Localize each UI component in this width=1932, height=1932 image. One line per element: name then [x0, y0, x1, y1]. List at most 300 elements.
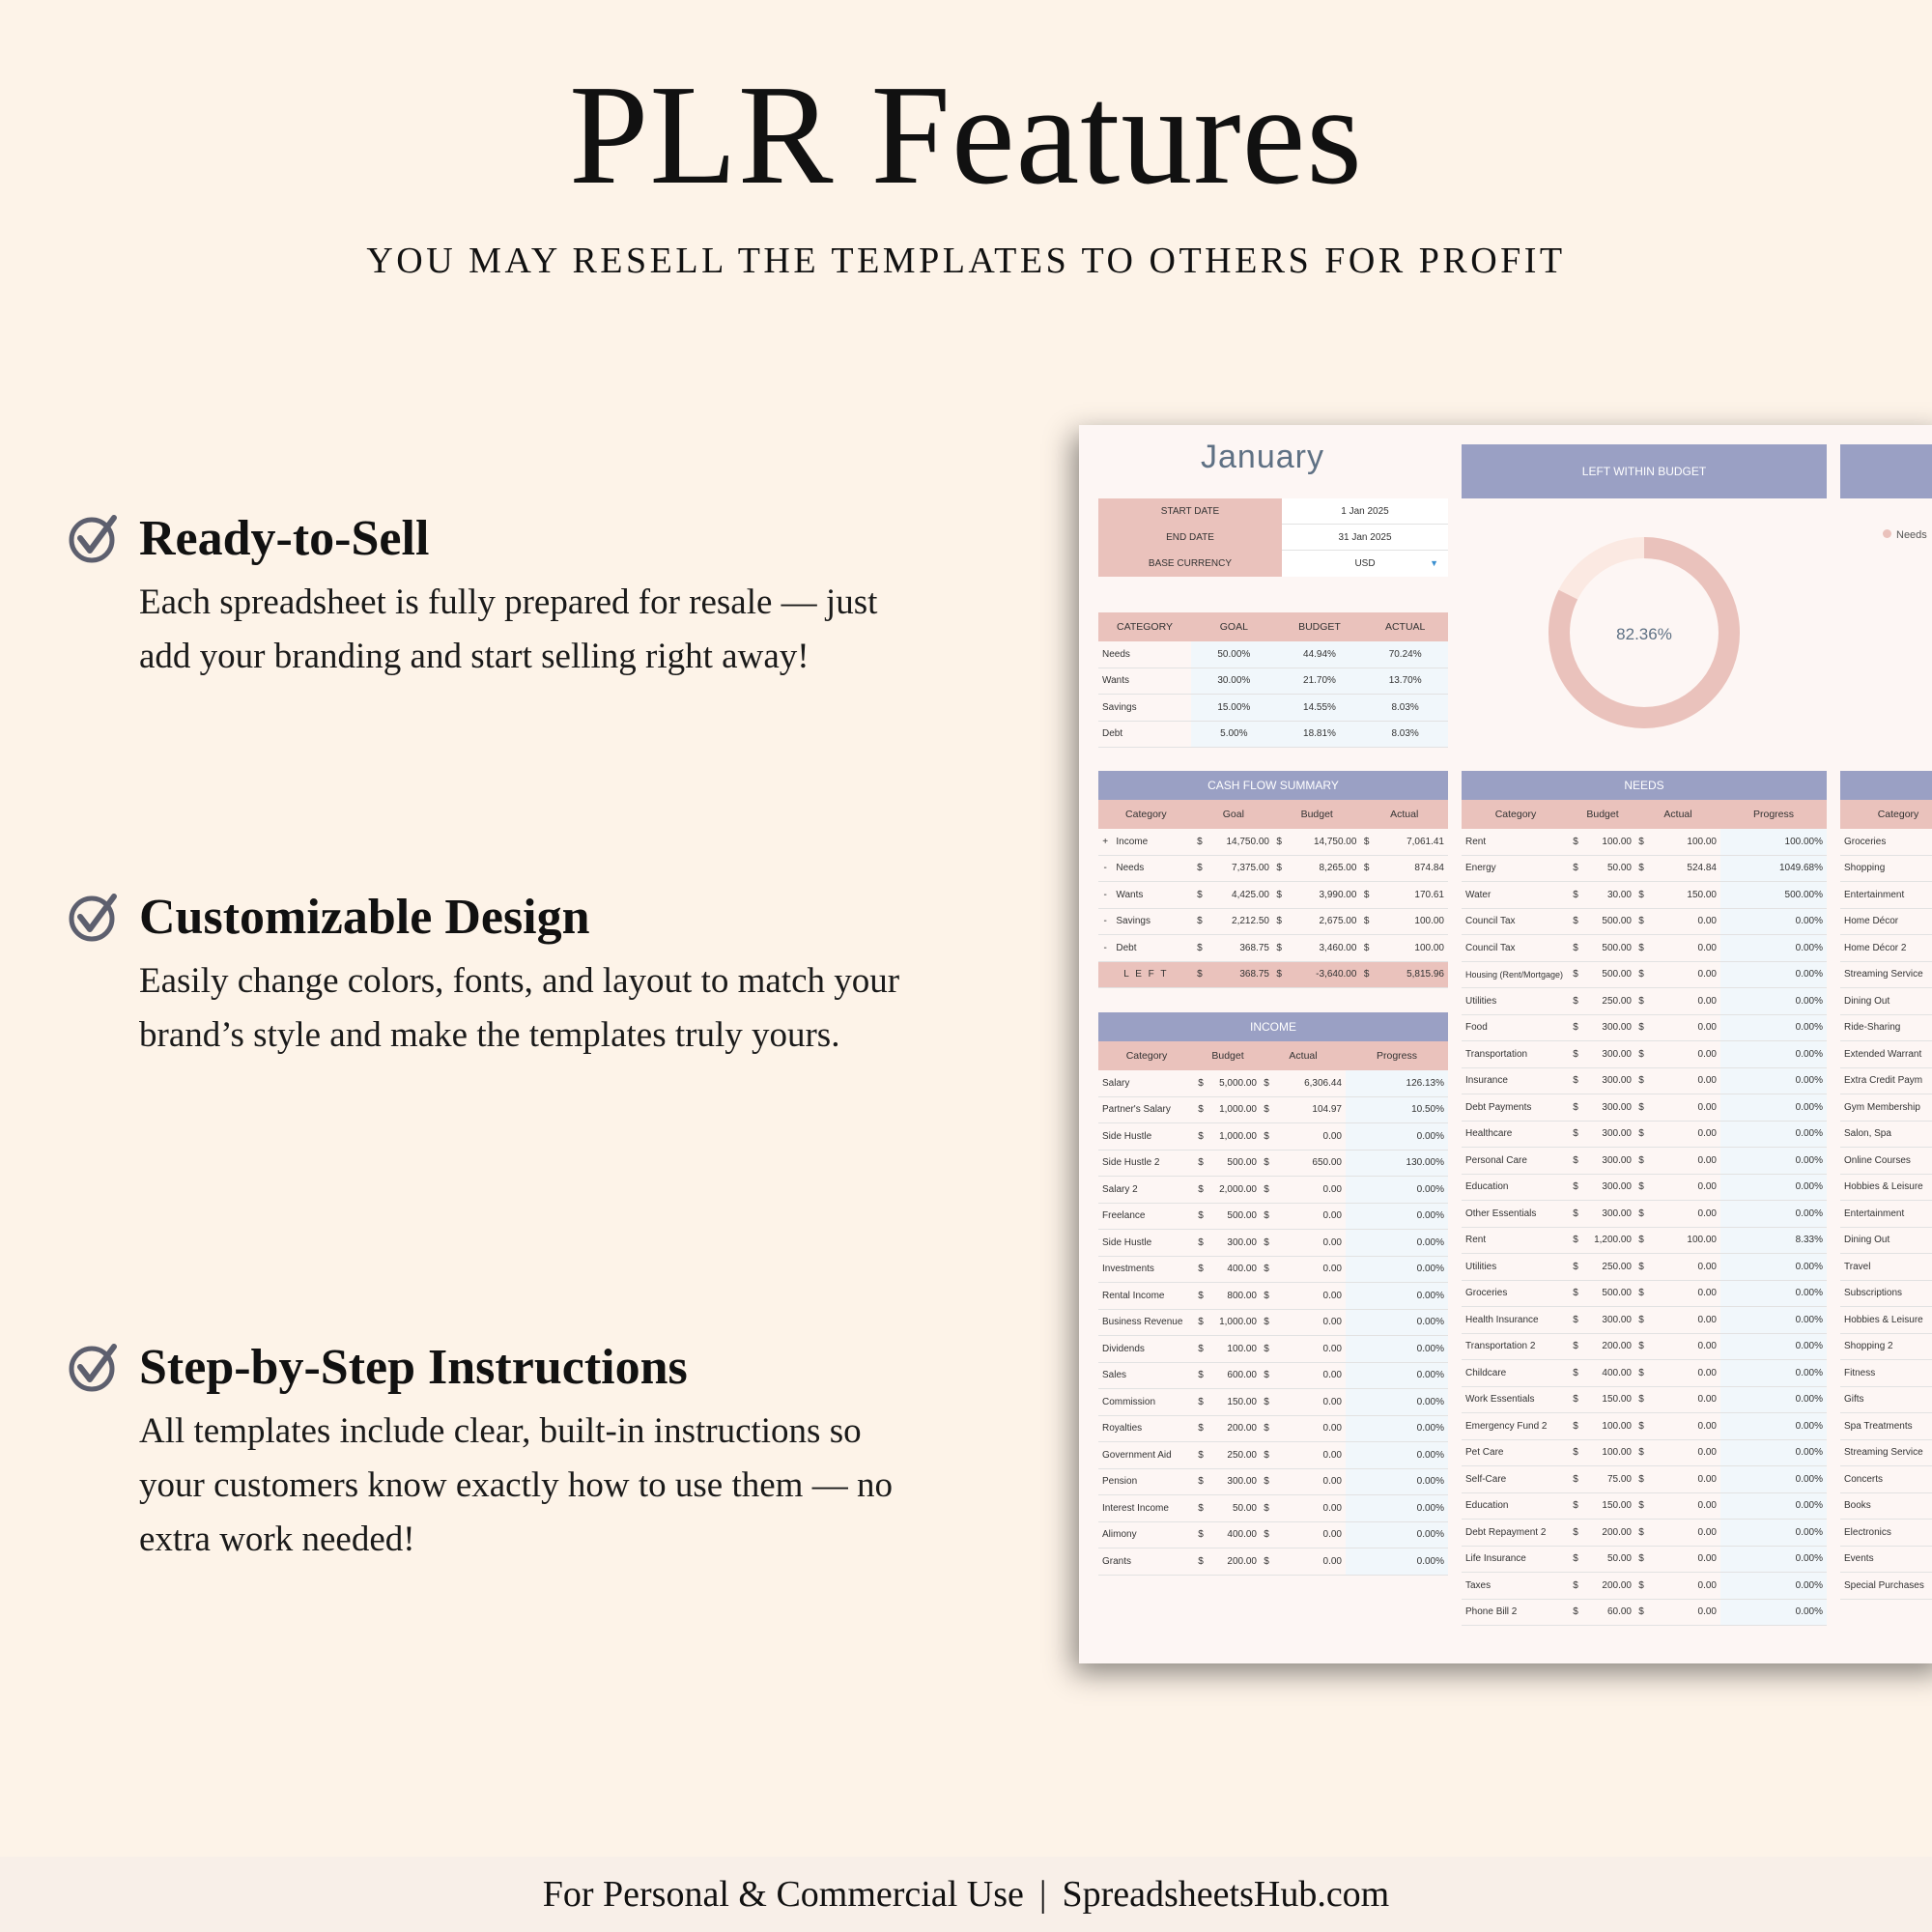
progress-cell: 0.00% [1720, 961, 1827, 988]
footer [0, 1857, 1932, 1932]
category-cell: Rent [1462, 1227, 1570, 1254]
percent-cell: 50.00% [1191, 641, 1277, 668]
footer-website: SpreadsheetsHub.com [1062, 1874, 1390, 1915]
currency-cell: $ [1261, 1389, 1272, 1416]
wants-row [1840, 1492, 1932, 1520]
currency-cell: $ [1195, 1177, 1207, 1204]
currency-cell: $ [1570, 961, 1581, 988]
currency-cell: $ [1570, 829, 1581, 855]
category-cell: Housing (Rent/Mortgage) [1462, 961, 1570, 988]
category-cell: Debt Repayment 2 [1462, 1520, 1570, 1547]
currency-cell: $ [1570, 1014, 1581, 1041]
actual-cell: 0.00 [1647, 1254, 1720, 1281]
currency-cell: $ [1194, 961, 1206, 988]
needs-row [1462, 1041, 1827, 1068]
currency-cell: $ [1570, 1492, 1581, 1520]
feature-step-by-step [68, 1339, 918, 1567]
progress-cell: 0.00% [1720, 1333, 1827, 1360]
month-title: January [1201, 439, 1324, 475]
currency-cell: $ [1570, 1201, 1581, 1228]
currency-cell: $ [1195, 1123, 1207, 1151]
category-cell: Pet Care [1462, 1439, 1570, 1466]
budget-cell: 600.00 [1207, 1362, 1261, 1389]
currency-cell: $ [1273, 908, 1285, 935]
cashflow-row [1098, 908, 1448, 935]
left-label-cell: L E F T [1098, 961, 1194, 988]
actual-cell: 0.00 [1647, 1174, 1720, 1201]
currency-cell: $ [1635, 1492, 1647, 1520]
category-cell: Transportation 2 [1462, 1333, 1570, 1360]
progress-cell: 0.00% [1346, 1521, 1448, 1548]
category-cell: Life Insurance [1462, 1546, 1570, 1573]
budget-cell: 300.00 [1581, 1148, 1635, 1175]
currency-cell: $ [1195, 1336, 1207, 1363]
currency-cell: $ [1570, 1307, 1581, 1334]
currency-cell: $ [1635, 1174, 1647, 1201]
currency-cell: $ [1570, 1067, 1581, 1094]
budget-cell: 250.00 [1207, 1442, 1261, 1469]
progress-cell: 0.00% [1346, 1283, 1448, 1310]
currency-cell: $ [1635, 1466, 1647, 1493]
actual-cell: 0.00 [1647, 1307, 1720, 1334]
income-header: INCOME [1098, 1012, 1448, 1041]
category-cell: Emergency Fund 2 [1462, 1413, 1570, 1440]
budget-cell: 200.00 [1581, 1520, 1635, 1547]
budget-cell: 500.00 [1207, 1203, 1261, 1230]
actual-cell: 0.00 [1272, 1230, 1346, 1257]
income-row [1098, 1362, 1448, 1389]
actual-cell: 150.00 [1647, 882, 1720, 909]
currency-cell: $ [1635, 1360, 1647, 1387]
budget-cell: 75.00 [1581, 1466, 1635, 1493]
actual-cell: 0.00 [1272, 1548, 1346, 1576]
currency-cell: $ [1570, 1227, 1581, 1254]
progress-cell: 0.00% [1720, 1307, 1827, 1334]
category-cell: Debt [1098, 721, 1191, 748]
currency-cell: $ [1273, 935, 1285, 962]
percent-cell: 8.03% [1362, 721, 1448, 748]
currency-cell: $ [1195, 1521, 1207, 1548]
needs-row [1462, 1492, 1827, 1520]
actual-cell: 0.00 [1647, 1520, 1720, 1547]
feature-description: Each spreadsheet is fully prepared for resale — just add your branding and start selling right away! [139, 582, 878, 676]
budget-cell: 5,000.00 [1207, 1070, 1261, 1096]
actual-cell: 0.00 [1647, 1333, 1720, 1360]
category-cell: Wants [1112, 882, 1193, 909]
actual-cell: 0.00 [1647, 935, 1720, 962]
actual-cell: 0.00 [1647, 1546, 1720, 1573]
category-cell: Gym Membership [1840, 1094, 1932, 1122]
income-table: Category Budget Actual Progress Salary $ 5,000.00 $ 6,306.44 126.13% Partner's Salary $ 1,000.00 $ 104.97 10.50% Side Hustle $ 1,000.00 $ 0.00 0.00% Side Hustle 2 $ 500.00 $ 650.00 130.00% Salary 2 $ 2,000.00 $ 0.00 0.00% Freelance $ 500.00 $ 0.00 0.00% Side Hustle $ 300.00 $ 0.00 0.00% Investments $ 400.00 $ 0.00 0.00% Rental Income $ 800.00 $ 0.00 0.00% Business Revenue $ 1,000.00 $ 0.00 0.00% Dividends $ 100.00 $ 0.00 0.00% Sales $ 600.00 $ 0.00 0.00% Commission $ 150.00 $ 0.00 0.00% Royalties $ 200.00 $ 0.00 0.00% Government Aid $ 250.00 $ 0.00 0.00% Pension $ 300.00 $ 0.00 0.00% Interest Income $ 50.00 $ 0.00 0.00% Alimony $ 400.00 $ 0.00 0.00% Grants $ 200.00 $ 0.00 0.00% [1098, 1041, 1448, 1576]
category-cell: Education [1462, 1492, 1570, 1520]
income-row [1098, 1521, 1448, 1548]
budget-cell: 200.00 [1581, 1573, 1635, 1600]
wants-row [1840, 1307, 1932, 1334]
donut-value: 82.36% [1616, 625, 1672, 643]
needs-row [1462, 1520, 1827, 1547]
percent-cell: 70.24% [1362, 641, 1448, 668]
progress-cell: 0.00% [1720, 935, 1827, 962]
category-cell: Dining Out [1840, 1227, 1932, 1254]
progress-cell: 0.00% [1346, 1203, 1448, 1230]
income-row [1098, 1123, 1448, 1151]
budget-cell: 1,000.00 [1207, 1309, 1261, 1336]
actual-cell: 0.00 [1647, 1067, 1720, 1094]
actual-cell: 0.00 [1272, 1283, 1346, 1310]
category-cell: Needs [1112, 855, 1193, 882]
category-cell: Interest Income [1098, 1495, 1195, 1522]
category-cell: Shopping [1840, 855, 1932, 882]
currency-cell: $ [1570, 935, 1581, 962]
amount-cell: 2,212.50 [1206, 908, 1273, 935]
needs-row [1462, 1307, 1827, 1334]
wants-row [1840, 908, 1932, 935]
actual-cell: 0.00 [1647, 1492, 1720, 1520]
category-cell: Groceries [1840, 829, 1932, 855]
currency-cell: $ [1195, 1256, 1207, 1283]
legend-needs: Needs [1883, 529, 1927, 541]
income-row [1098, 1415, 1448, 1442]
currency-cell: $ [1570, 1148, 1581, 1175]
category-cell: Extra Credit Paym [1840, 1067, 1932, 1094]
actual-cell: 0.00 [1647, 1148, 1720, 1175]
wants-row [1840, 1254, 1932, 1281]
progress-cell: 0.00% [1720, 1386, 1827, 1413]
currency-cell: $ [1635, 908, 1647, 935]
start-date-label: START DATE [1098, 498, 1282, 525]
wants-row [1840, 988, 1932, 1015]
currency-cell: $ [1195, 1548, 1207, 1576]
budget-cell: 100.00 [1581, 829, 1635, 855]
amount-cell: 14,750.00 [1285, 829, 1360, 855]
currency-cell: $ [1570, 1094, 1581, 1122]
feature-description: All templates include clear, built-in instructions so your customers know exactly how to use them — no extra work needed! [139, 1411, 893, 1559]
progress-cell: 0.00% [1346, 1442, 1448, 1469]
category-cell: Events [1840, 1546, 1932, 1573]
base-currency-select[interactable]: USD ▼ [1282, 551, 1448, 577]
needs-row [1462, 855, 1827, 882]
summary-table: CATEGORY GOAL BUDGET ACTUAL Needs 50.00% 44.94% 70.24% Wants 30.00% 21.70% 13.70% Savings 15.00% 14.55% 8.03% Debt 5.00% 18.81% 8.03% [1098, 612, 1448, 748]
category-cell: Personal Care [1462, 1148, 1570, 1175]
amount-cell: 2,675.00 [1285, 908, 1360, 935]
actual-cell: 0.00 [1272, 1495, 1346, 1522]
wants-row [1840, 1546, 1932, 1573]
currency-cell: $ [1195, 1309, 1207, 1336]
amount-cell: 368.75 [1206, 961, 1273, 988]
category-cell: Partner's Salary [1098, 1096, 1195, 1123]
currency-cell: $ [1195, 1442, 1207, 1469]
sign-cell: - [1098, 935, 1112, 962]
currency-cell: $ [1635, 988, 1647, 1015]
cashflow-left-row [1098, 961, 1448, 988]
currency-cell: $ [1195, 1150, 1207, 1177]
category-cell: Electronics [1840, 1520, 1932, 1547]
wants-row [1840, 1280, 1932, 1307]
budget-cell: 500.00 [1581, 908, 1635, 935]
income-row [1098, 1389, 1448, 1416]
progress-cell: 0.00% [1720, 1014, 1827, 1041]
category-cell: Salary 2 [1098, 1177, 1195, 1204]
currency-cell: $ [1360, 935, 1372, 962]
needs-row [1462, 1413, 1827, 1440]
category-cell: Taxes [1462, 1573, 1570, 1600]
wants-row [1840, 1439, 1932, 1466]
currency-cell: $ [1261, 1177, 1272, 1204]
currency-cell: $ [1635, 1413, 1647, 1440]
actual-cell: 0.00 [1272, 1336, 1346, 1363]
start-date-value[interactable]: 1 Jan 2025 [1282, 498, 1448, 525]
currency-cell: $ [1195, 1283, 1207, 1310]
category-cell: Rental Income [1098, 1283, 1195, 1310]
currency-cell: $ [1635, 1201, 1647, 1228]
category-cell: Spa Treatments [1840, 1413, 1932, 1440]
actual-cell: 0.00 [1272, 1309, 1346, 1336]
currency-cell: $ [1261, 1203, 1272, 1230]
currency-cell: $ [1635, 935, 1647, 962]
budget-cell: 150.00 [1581, 1386, 1635, 1413]
percent-cell: 30.00% [1191, 668, 1277, 695]
progress-cell: 500.00% [1720, 882, 1827, 909]
category-cell: Entertainment [1840, 882, 1932, 909]
needs-row [1462, 961, 1827, 988]
progress-cell: 0.00% [1720, 1573, 1827, 1600]
income-row [1098, 1336, 1448, 1363]
progress-cell: 0.00% [1720, 988, 1827, 1015]
actual-cell: 0.00 [1647, 1014, 1720, 1041]
currency-cell: $ [1635, 1254, 1647, 1281]
footer-license: For Personal & Commercial Use [542, 1874, 1024, 1915]
currency-cell: $ [1635, 882, 1647, 909]
progress-cell: 0.00% [1346, 1415, 1448, 1442]
currency-cell: $ [1194, 855, 1206, 882]
category-cell: Online Courses [1840, 1148, 1932, 1175]
budget-cell: 150.00 [1581, 1492, 1635, 1520]
currency-cell: $ [1635, 1599, 1647, 1626]
progress-cell: 0.00% [1720, 1148, 1827, 1175]
needs-row [1462, 1227, 1827, 1254]
category-cell: Streaming Service [1840, 961, 1932, 988]
category-cell: Gifts [1840, 1386, 1932, 1413]
progress-cell: 0.00% [1720, 1174, 1827, 1201]
budget-cell: 400.00 [1207, 1256, 1261, 1283]
budget-cell: 500.00 [1581, 935, 1635, 962]
category-cell: Needs [1098, 641, 1191, 668]
category-cell: Utilities [1462, 1254, 1570, 1281]
actual-cell: 524.84 [1647, 855, 1720, 882]
wants-row [1840, 1201, 1932, 1228]
category-cell: Special Purchases [1840, 1573, 1932, 1600]
currency-cell: $ [1635, 829, 1647, 855]
category-cell: Food [1462, 1014, 1570, 1041]
needs-row [1462, 1280, 1827, 1307]
category-cell: Side Hustle [1098, 1123, 1195, 1151]
actual-cell: 0.00 [1272, 1362, 1346, 1389]
currency-cell: $ [1635, 1014, 1647, 1041]
budget-cell: 300.00 [1581, 1041, 1635, 1068]
currency-cell: $ [1635, 1121, 1647, 1148]
currency-cell: $ [1570, 988, 1581, 1015]
currency-cell: $ [1195, 1362, 1207, 1389]
category-cell: Transportation [1462, 1041, 1570, 1068]
category-cell: Education [1462, 1174, 1570, 1201]
category-cell: Groceries [1462, 1280, 1570, 1307]
currency-cell: $ [1635, 1280, 1647, 1307]
category-cell: Other Essentials [1462, 1201, 1570, 1228]
summary-row [1098, 721, 1448, 748]
currency-cell: $ [1195, 1468, 1207, 1495]
end-date-value[interactable]: 31 Jan 2025 [1282, 525, 1448, 551]
budget-cell: 300.00 [1581, 1094, 1635, 1122]
category-cell: Hobbies & Leisure [1840, 1174, 1932, 1201]
currency-cell: $ [1635, 1439, 1647, 1466]
currency-cell: $ [1261, 1096, 1272, 1123]
amount-cell: -3,640.00 [1285, 961, 1360, 988]
spreadsheet-preview [1079, 425, 1932, 1663]
category-cell: Ride-Sharing [1840, 1014, 1932, 1041]
budget-cell: 150.00 [1207, 1389, 1261, 1416]
income-row [1098, 1468, 1448, 1495]
wants-row [1840, 1014, 1932, 1041]
budget-cell: 200.00 [1207, 1415, 1261, 1442]
category-cell: Hobbies & Leisure [1840, 1307, 1932, 1334]
wants-row [1840, 1573, 1932, 1600]
income-row [1098, 1203, 1448, 1230]
budget-cell: 250.00 [1581, 988, 1635, 1015]
budget-cell: 2,000.00 [1207, 1177, 1261, 1204]
progress-cell: 0.00% [1346, 1177, 1448, 1204]
needs-table: Category Budget Actual Progress Rent $ 100.00 $ 100.00 100.00% Energy $ 50.00 $ 524.84 1049.68% Water $ 30.00 $ 150.00 500.00% Council Tax $ 500.00 $ 0.00 0.00% Council Tax $ 500.00 $ 0.00 0.00% Housing (Rent/Mortgage) $ 500.00 $ 0.00 0.00% Utilities $ 250.00 $ 0.00 0.00% Food $ 300.00 $ 0.00 0.00% Transportation $ 300.00 $ 0.00 0.00% Insurance $ 300.00 $ 0.00 0.00% Debt Payments $ 300.00 $ 0.00 0.00% Healthcare $ 300.00 $ 0.00 0.00% Personal Care $ 300.00 $ 0.00 0.00% Education $ 300.00 $ 0.00 0.00% Other Essentials $ 300.00 $ 0.00 0.00% Rent $ 1,200.00 $ 100.00 8.33% Utilities $ 250.00 $ 0.00 0.00% Groceries $ 500.00 $ 0.00 0.00% Health Insurance $ 300.00 $ 0.00 0.00% Transportation 2 $ 200.00 $ 0.00 0.00% Childcare $ 400.00 $ 0.00 0.00% Work Essentials $ 150.00 $ 0.00 0.00% Emergency Fund 2 $ 100.00 $ 0.00 0.00% Pet Care $ 100.00 $ 0.00 0.00% Self-Care $ 75.00 $ 0.00 0.00% Education $ 150.00 $ 0.00 0.00% Debt Repayment 2 $ 200.00 $ 0.00 0.00% Life Insurance $ 50.00 $ 0.00 0.00% Taxes $ 200.00 $ 0.00 0.00% Phone Bill 2 $ 60.00 $ 0.00 0.00% [1462, 800, 1827, 1626]
category-cell: Travel [1840, 1254, 1932, 1281]
actual-cell: 0.00 [1647, 1466, 1720, 1493]
category-cell: Shopping 2 [1840, 1333, 1932, 1360]
category-cell: Council Tax [1462, 935, 1570, 962]
currency-cell: $ [1261, 1521, 1272, 1548]
amount-cell: 5,815.96 [1373, 961, 1448, 988]
wants-row [1840, 1041, 1932, 1068]
wants-header [1840, 771, 1932, 800]
category-cell: Self-Care [1462, 1466, 1570, 1493]
category-cell: Royalties [1098, 1415, 1195, 1442]
currency-cell: $ [1635, 1227, 1647, 1254]
amount-cell: 7,061.41 [1373, 829, 1448, 855]
percent-cell: 5.00% [1191, 721, 1277, 748]
category-cell: Home Décor [1840, 908, 1932, 935]
actual-cell: 0.00 [1647, 1573, 1720, 1600]
summary-row [1098, 668, 1448, 695]
income-row [1098, 1442, 1448, 1469]
category-cell: Health Insurance [1462, 1307, 1570, 1334]
currency-cell: $ [1635, 1094, 1647, 1122]
budget-cell: 300.00 [1581, 1014, 1635, 1041]
currency-cell: $ [1570, 1041, 1581, 1068]
currency-cell: $ [1635, 1386, 1647, 1413]
wants-row [1840, 855, 1932, 882]
sign-cell: - [1098, 855, 1112, 882]
category-cell: Books [1840, 1492, 1932, 1520]
actual-cell: 0.00 [1647, 1439, 1720, 1466]
progress-cell: 0.00% [1720, 1599, 1827, 1626]
category-cell: Business Revenue [1098, 1309, 1195, 1336]
actual-cell: 0.00 [1647, 1386, 1720, 1413]
currency-cell: $ [1195, 1389, 1207, 1416]
currency-cell: $ [1194, 935, 1206, 962]
category-cell: Subscriptions [1840, 1280, 1932, 1307]
actual-cell: 0.00 [1647, 961, 1720, 988]
percent-cell: 15.00% [1191, 695, 1277, 722]
currency-cell: $ [1194, 882, 1206, 909]
actual-cell: 650.00 [1272, 1150, 1346, 1177]
currency-cell: $ [1635, 1041, 1647, 1068]
percent-cell: 13.70% [1362, 668, 1448, 695]
currency-cell: $ [1635, 1067, 1647, 1094]
currency-cell: $ [1570, 1280, 1581, 1307]
feature-title: Ready-to-Sell [139, 511, 430, 566]
needs-row [1462, 882, 1827, 909]
amount-cell: 8,265.00 [1285, 855, 1360, 882]
currency-cell: $ [1360, 908, 1372, 935]
progress-cell: 0.00% [1346, 1362, 1448, 1389]
budget-cell: 100.00 [1581, 1439, 1635, 1466]
progress-cell: 0.00% [1720, 1466, 1827, 1493]
needs-row [1462, 1094, 1827, 1122]
amount-cell: 170.61 [1373, 882, 1448, 909]
income-row [1098, 1070, 1448, 1096]
currency-cell: $ [1273, 855, 1285, 882]
base-currency-label: BASE CURRENCY [1098, 551, 1282, 577]
currency-cell: $ [1261, 1336, 1272, 1363]
category-cell: Debt [1112, 935, 1193, 962]
needs-row [1462, 829, 1827, 855]
progress-cell: 0.00% [1720, 1201, 1827, 1228]
currency-cell: $ [1194, 829, 1206, 855]
budget-cell: 100.00 [1207, 1336, 1261, 1363]
needs-row [1462, 1599, 1827, 1626]
budget-cell: 30.00 [1581, 882, 1635, 909]
progress-cell: 0.00% [1346, 1495, 1448, 1522]
summary-row [1098, 641, 1448, 668]
cashflow-row [1098, 935, 1448, 962]
percent-cell: 21.70% [1277, 668, 1363, 695]
actual-cell: 0.00 [1647, 1041, 1720, 1068]
dropdown-arrow-icon[interactable]: ▼ [1430, 558, 1438, 568]
amount-cell: 874.84 [1373, 855, 1448, 882]
income-row [1098, 1309, 1448, 1336]
wants-row [1840, 1386, 1932, 1413]
checkmark-icon [68, 1341, 120, 1393]
currency-cell: $ [1195, 1230, 1207, 1257]
wants-row [1840, 882, 1932, 909]
budget-cell: 250.00 [1581, 1254, 1635, 1281]
amount-cell: 3,460.00 [1285, 935, 1360, 962]
needs-row [1462, 1360, 1827, 1387]
category-cell: Side Hustle [1098, 1230, 1195, 1257]
needs-row [1462, 988, 1827, 1015]
progress-cell: 0.00% [1720, 1546, 1827, 1573]
currency-cell: $ [1570, 1413, 1581, 1440]
category-cell: Income [1112, 829, 1193, 855]
currency-cell: $ [1195, 1096, 1207, 1123]
currency-cell: $ [1360, 882, 1372, 909]
category-cell: Salon, Spa [1840, 1121, 1932, 1148]
currency-cell: $ [1273, 829, 1285, 855]
budget-cell: 300.00 [1581, 1307, 1635, 1334]
currency-cell: $ [1570, 1466, 1581, 1493]
category-cell: Side Hustle 2 [1098, 1150, 1195, 1177]
currency-cell: $ [1570, 1599, 1581, 1626]
wants-row [1840, 1466, 1932, 1493]
cashflow-table: Category Goal Budget Actual + Income $ 14,750.00 $ 14,750.00 $ 7,061.41 - Needs $ 7,375.00 $ 8,265.00 $ 874.84 - Wants $ 4,425.00 $ 3,990.00 $ 170.61 - Savings $ 2,212.50 $ 2,675.00 $ 100.00 - Debt $ 368.75 $ 3,460.00 $ 100.00 L E F T $ 368.75 $ -3,640.00 $ 5,815.96 [1098, 800, 1448, 988]
progress-cell: 0.00% [1346, 1123, 1448, 1151]
